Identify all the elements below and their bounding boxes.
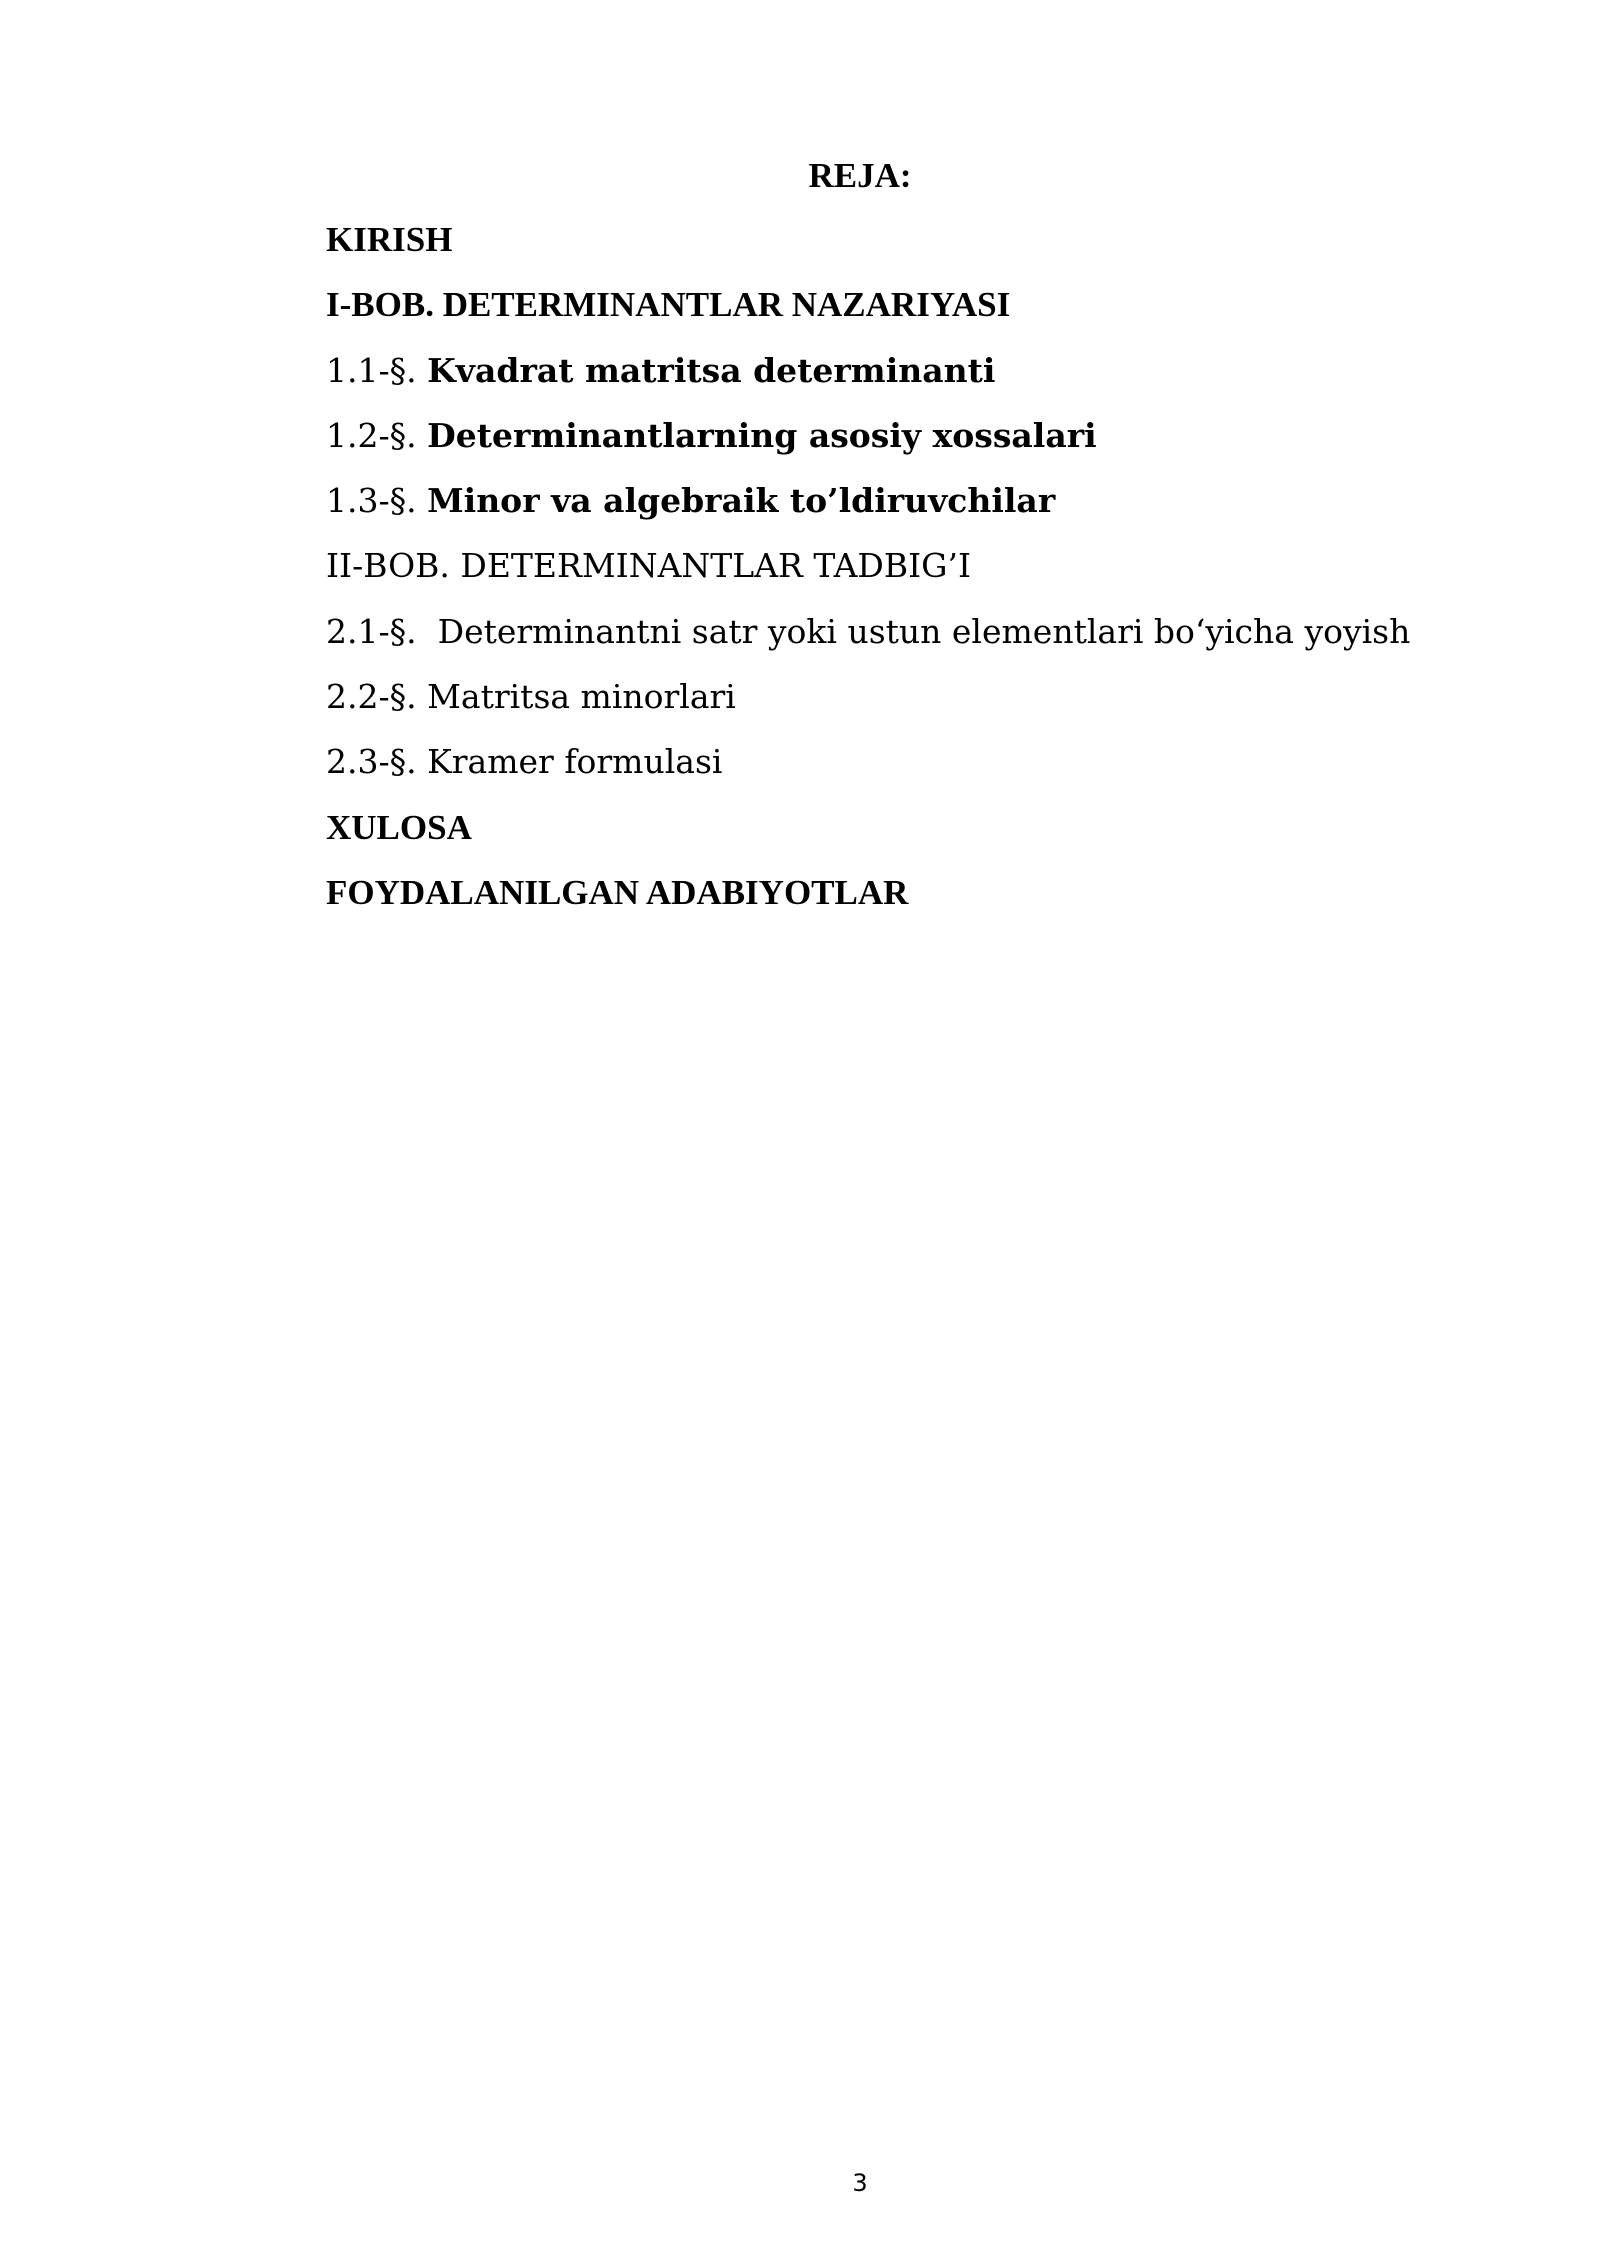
section-title: Minor va algebraik to’ldiruvchilar <box>427 481 1056 521</box>
toc-item-introduction: KIRISH <box>326 220 453 259</box>
toc-item-chapter-2: II-BOB. DETERMINANTLAR TADBIG’I <box>326 546 972 586</box>
toc-item-section-2-1 <box>326 608 1526 673</box>
toc-item-references: FOYDALANILGAN ADABIYOTLAR <box>326 872 909 912</box>
section-title: Determinantlarning asosiy xossalari <box>427 415 1097 455</box>
table-of-contents <box>326 216 1526 934</box>
toc-item-chapter-1: I-BOB. DETERMINANTLAR NAZARIYASI <box>326 285 1011 325</box>
section-number: 1.2-§. <box>326 415 428 455</box>
section-number: 2.2-§. <box>326 677 428 717</box>
section-title: Determinantni satr yoki ustun elementlari bo‘yicha yoyish <box>427 611 1411 651</box>
section-title: Matritsa minorlari <box>427 677 736 717</box>
section-number: 1.1-§. <box>326 350 428 390</box>
toc-item-section-1-2 <box>326 412 1526 477</box>
toc-item-section-2-3 <box>326 738 1526 803</box>
section-number: 2.1-§. <box>326 611 428 651</box>
section-title: Kvadrat matritsa determinanti <box>427 350 996 390</box>
section-number: 1.3-§. <box>326 481 428 521</box>
toc-item-section-1-3 <box>326 477 1526 542</box>
toc-item-section-1-1 <box>326 347 1526 412</box>
toc-item-section-2-2 <box>326 673 1526 738</box>
plan-heading: REJA: <box>808 156 912 195</box>
toc-item-conclusion: XULOSA <box>326 807 472 847</box>
page-number: 3 <box>852 2169 868 2197</box>
section-number: 2.3-§. <box>326 742 428 782</box>
section-title: Kramer formulasi <box>427 742 723 782</box>
